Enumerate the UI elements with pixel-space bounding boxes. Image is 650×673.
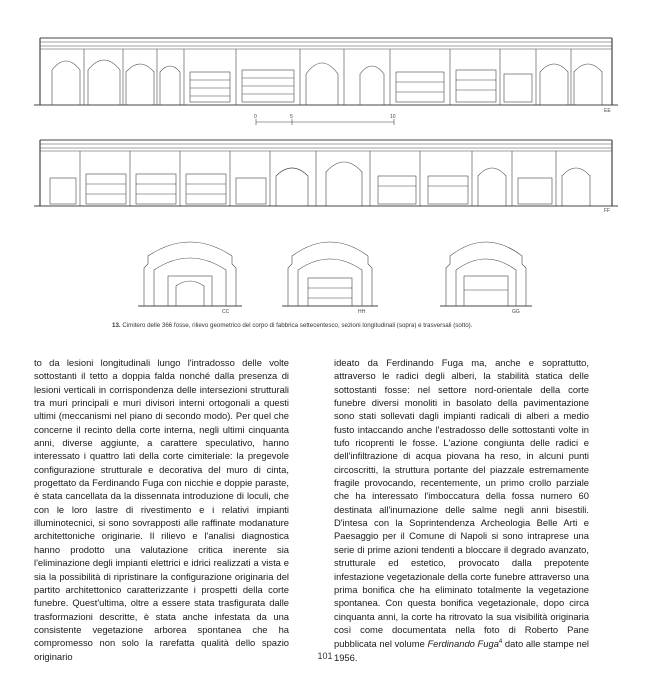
left-column-text: to da lesioni longitudinali lungo l'intradosso delle volte sottostanti il tetto a doppia falda nonché dalla presenza di lesioni verticali in corrispondenza delle intersezioni strutturali tra muri principali e muri divisori interni ortogonali a questi ultimi (meccanismi nel piano di secondo modo). Per quel che concerne il recinto della corte interna, negli ultimi cinquanta anni, diverse aggiunte, a carattere speculativo, hanno interessato i quattro lati della corte cimiteriale: la pregevole configurazione strutturale e decorativa del muro di cinta, progettato da Ferdinando Fuga con nicchie e doppie paraste, è stata cancellata da la dissennata introduzione di loculi, che con le loro lastre di rivestimento e i relativi impianti illuminotecnici, si sono sovrapposti alle raffinate modanature architettoniche originarie. Il rilievo e l'analisi diagnostica hanno prodotto una valutazione critica inerente sia l'eliminazione degli impianti elettrici e idrici realizzati a vista e sia la possibilità di ripristinare la configurazione originaria del partito architettonico caratterizzante i prospetti della corte funebre. Quest'ultima, oltre a essere stata trasfigurata dalle trasformazioni descritte, è stata anche infestata da una consistente vegetazione arborea spontanea che ha compromesso non solo la rarefatta qualità dello spazio originario — [34, 357, 289, 662]
label-hh: HH — [358, 309, 366, 315]
architectural-drawing — [0, 0, 650, 320]
label-cc: CC — [222, 309, 230, 315]
label-ee: EE — [604, 108, 611, 114]
label-gg: GG — [512, 309, 520, 315]
right-column-text — [334, 356, 589, 664]
section-cc-drawing — [138, 242, 242, 306]
scale-tick-10: 10 — [390, 114, 396, 120]
right-column — [334, 356, 589, 664]
left-column — [34, 356, 289, 663]
figure-caption — [112, 322, 552, 329]
right-text-after: dato alle stampe nel 1956. — [334, 638, 589, 663]
scale-tick-0: 0 — [254, 114, 257, 120]
page-number: 101 — [317, 651, 333, 661]
label-ff: FF — [604, 208, 611, 214]
footnote-ref[interactable]: 4 — [498, 639, 503, 646]
scale-tick-5: 5 — [290, 114, 293, 120]
caption-text: Cimitero delle 366 fosse, rilievo geometrico del corpo di fabbrica settecentesco, sezioni longitudinali (sopra) e trasversali (sotto). — [122, 322, 473, 329]
section-gg-drawing — [440, 242, 532, 306]
section-hh-drawing — [282, 242, 378, 306]
scale-bar — [256, 119, 394, 125]
section-ee-drawing — [34, 38, 618, 105]
section-ff-drawing — [34, 140, 618, 206]
caption-number: 13. — [112, 322, 121, 329]
book-title: Ferdinando Fuga — [427, 638, 499, 650]
right-text-before: ideato da Ferdinando Fuga ma, anche e soprattutto, attraverso le radici degli alberi, la stabilità statica delle sottostanti fosse: nel settore nord-orientale della corte funebre diversi monoliti in basolato della pavimentazione sono stati sollevati dagli impianti radicali di alberi a medio fusto intaccando anche l'estradosso delle sottostanti volte in tufo ricoprenti le fosse. L'azione congiunta delle radici e dell'infiltrazione di acqua piovana ha reso, in alcuni punti circoscritti, la struttura portante del piazzale estremamente fragile provocando, recentemente, un primo crollo parziale che ha interessato l'imboccatura della fossa numero 60 destinata all'inumazione delle salme negli anni bisestili. D'intesa con la Soprintendenza Archeologia Belle Arti e Paesaggio per il Comune di Napoli si sono intraprese una serie di prime azioni tendenti a bloccare il degrado avanzato, strutturale ed estetico, provocato dalla prepotente infestazione vegetazionale della corte funebre attraverso una prima bonifica che ha eliminato totalmente la vegetazione spontanea. Con questa bonifica vegetazionale, dopo circa cinquanta anni, la corte ha ritrovato la sua visibilità originaria così come documentata nella foto di Roberto Pane pubblicata nel volume — [334, 357, 589, 650]
